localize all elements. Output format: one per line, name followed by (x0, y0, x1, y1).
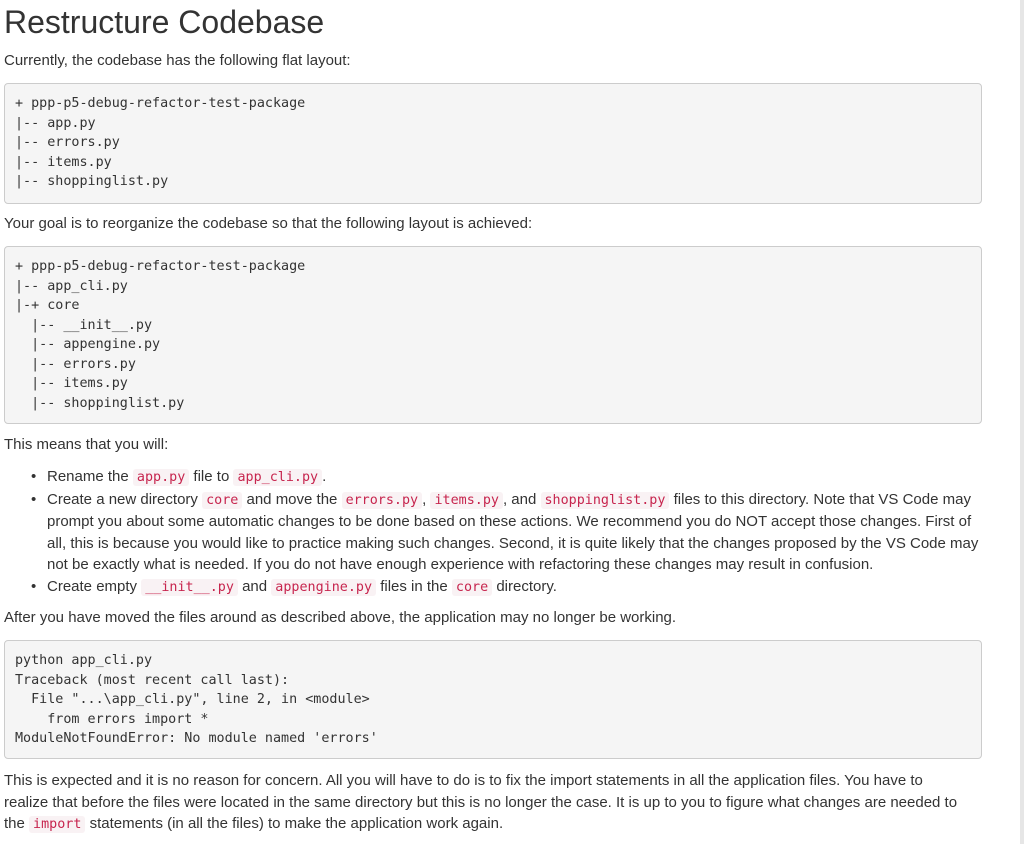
code-line: |-- items.py (15, 154, 112, 170)
flat-layout-code-block (4, 83, 982, 204)
list-item-text: files to this directory. Note that VS Code may (669, 490, 971, 508)
code-line: + ppp-p5-debug-refactor-test-package (15, 259, 306, 274)
target-layout-code-block (4, 246, 982, 424)
list-item-text: directory. (492, 577, 557, 595)
list-item (4, 576, 1004, 599)
list-item-text: and move the (242, 490, 342, 508)
list-item-text: , and (502, 490, 541, 508)
list-item-text: Rename the (47, 468, 133, 485)
code-line: from errors import * (15, 711, 209, 727)
inline-code: __init__.py (141, 579, 238, 596)
list-item-text: . (322, 468, 327, 485)
list-item-text: files in the (376, 577, 452, 595)
code-line: ModuleNotFoundError: No module named 'errors' (15, 731, 378, 746)
bullet-icon: • (31, 577, 37, 595)
page-title: Restructure Codebase (4, 4, 325, 40)
code-line: File "...\app_cli.py", line 2, in <module> (15, 692, 370, 707)
inline-code: app.py (133, 469, 189, 486)
inline-code: import (29, 816, 85, 833)
code-line: + ppp-p5-debug-refactor-test-package (15, 96, 306, 111)
list-item-text: not be exactly what is needed. If you do not have enough experience with refactoring these changes may result in confusion. (47, 556, 874, 573)
inline-code: errors.py (342, 492, 423, 509)
bullet-icon: • (31, 468, 37, 485)
inline-code: core (452, 579, 492, 596)
list-item-text: all, this is because you would like to practice making such changes. Second, it is quite likely that the changes proposed by the VS Code may (47, 534, 979, 552)
inline-code: appengine.py (271, 579, 376, 596)
code-line: |-- errors.py (15, 135, 120, 150)
code-line: |-- items.py (15, 376, 128, 391)
goal-paragraph: Your goal is to reorganize the codebase so that the following layout is achieved: (4, 215, 533, 232)
scrollbar[interactable] (1020, 0, 1024, 844)
list-item (4, 489, 1004, 576)
list-item-text: , (422, 490, 431, 508)
paragraph-text: This is expected and it is no reason for concern. All you will have to do is to fix the import statements in all the application files. You have to (4, 772, 923, 789)
list-item-text: prompt you about some automatic changes to be done based on these actions. We recommend you do NOT accept those changes. First of (47, 513, 972, 530)
steps-list (4, 466, 1004, 598)
traceback-code-block (4, 640, 982, 759)
after-paragraph: After you have moved the files around as described above, the application may no longer be working. (4, 609, 677, 626)
intro-paragraph: Currently, the codebase has the following flat layout: (4, 52, 351, 69)
paragraph-text: the (4, 815, 30, 832)
paragraph-text: statements (in all the files) to make the application work again. (85, 815, 504, 832)
list-item (4, 466, 1004, 489)
list-item-text: Create empty (47, 577, 142, 595)
inline-code: shoppinglist.py (541, 492, 670, 509)
code-line: |-- app_cli.py (15, 278, 128, 294)
code-line: |-- errors.py (15, 356, 136, 372)
list-item-text: file to (189, 468, 234, 485)
code-line: |-+ core (15, 298, 80, 313)
inline-code: app_cli.py (233, 469, 322, 486)
list-item-text: Create a new directory (47, 490, 203, 508)
code-line: |-- appengine.py (15, 337, 161, 352)
code-line: python app_cli.py (15, 653, 153, 668)
bullet-icon: • (31, 490, 37, 508)
code-line: Traceback (most recent call last): (15, 672, 290, 688)
inline-code: items.py (430, 492, 503, 509)
code-line: |-- shoppinglist.py (15, 174, 169, 189)
code-line: |-- app.py (15, 115, 96, 131)
paragraph-text: realize that before the files were located in the same directory but this is no longer the case. It is up to you to figure what changes are needed to (4, 793, 958, 811)
closing-paragraph (4, 770, 1004, 836)
inline-code: core (202, 492, 242, 509)
list-item-text: and (237, 577, 272, 595)
code-line: |-- __init__.py (15, 317, 153, 333)
code-line: |-- shoppinglist.py (15, 395, 185, 411)
means-paragraph: This means that you will: (4, 436, 169, 453)
